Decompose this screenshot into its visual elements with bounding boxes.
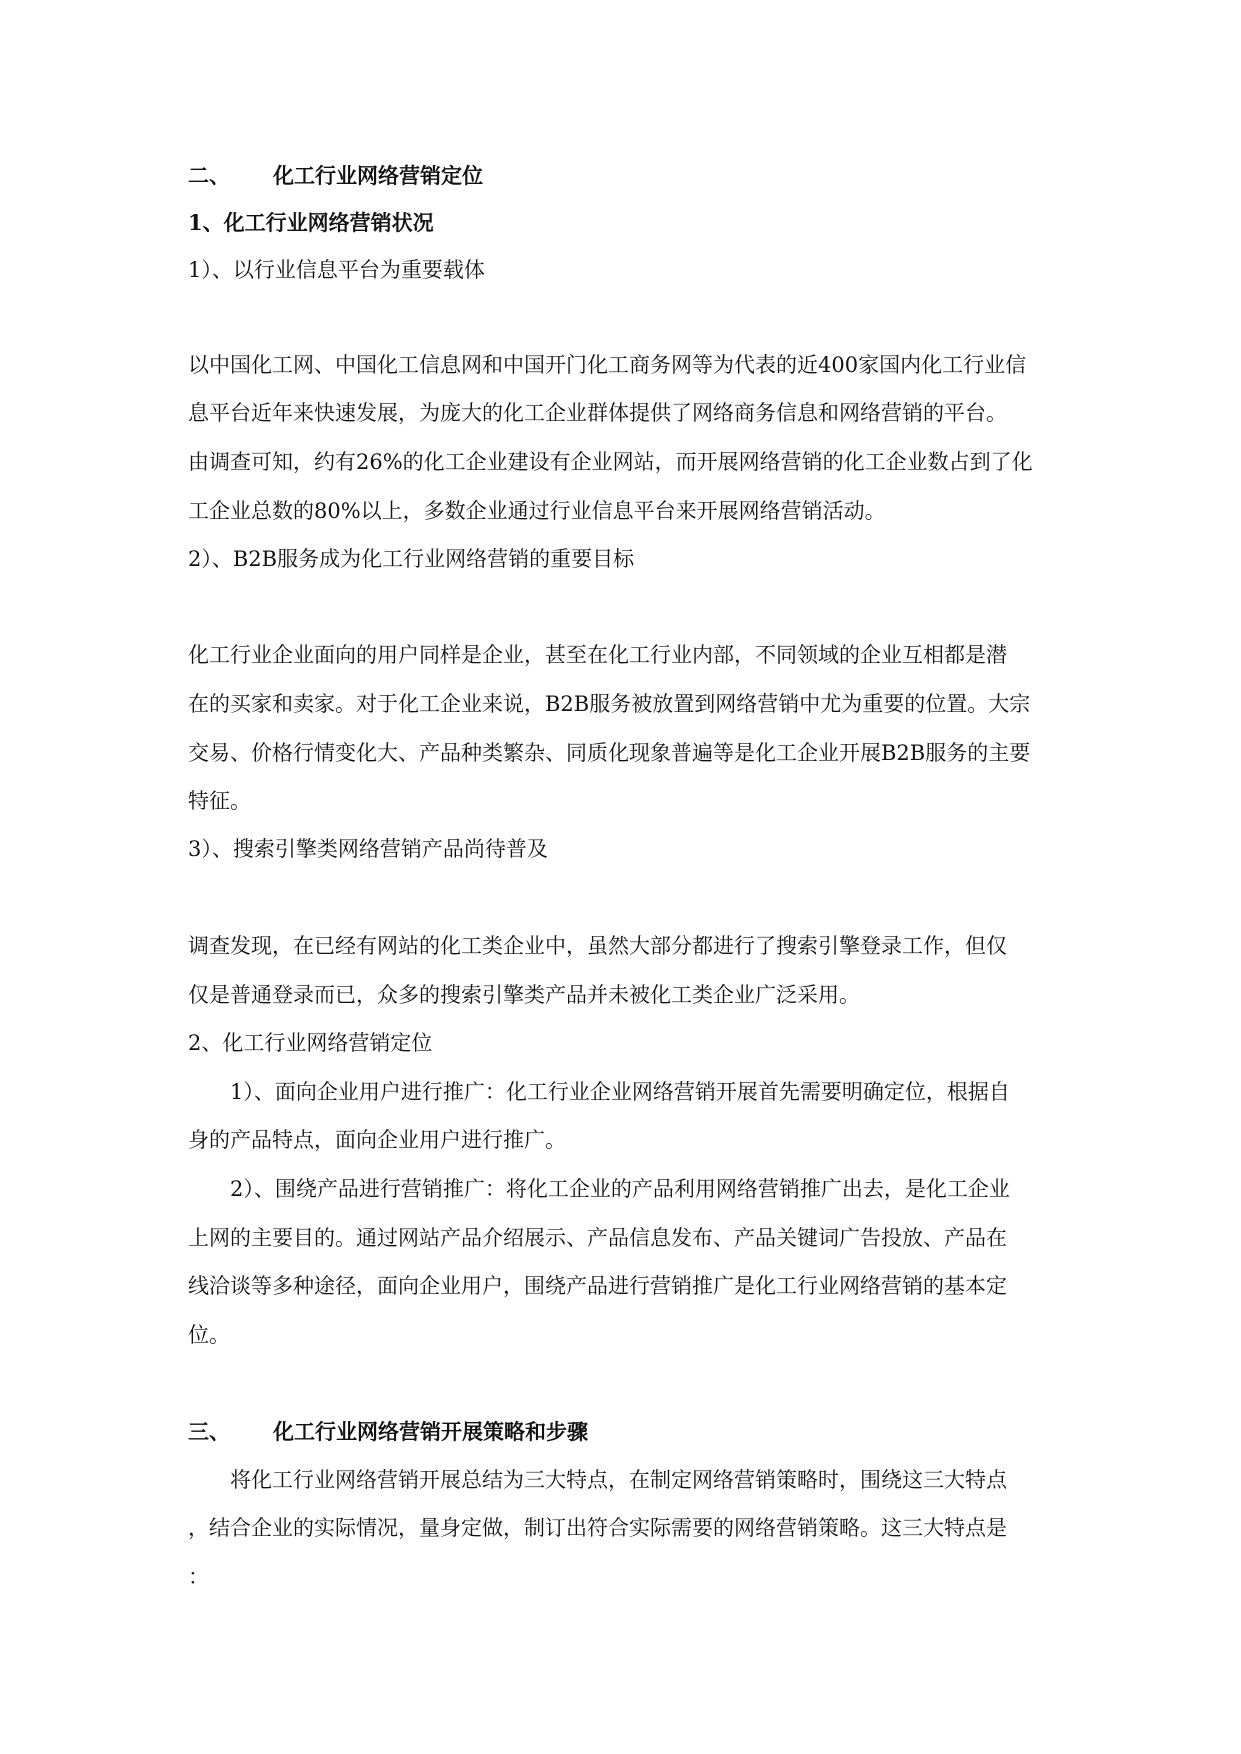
section3-line-3: ：	[188, 1565, 209, 1589]
item1-heading: 1）、以行业信息平台为重要载体	[188, 258, 485, 282]
item2-line-4: 特征。	[188, 789, 251, 813]
section3-line-2: ，结合企业的实际情况，量身定做，制订出符合实际需要的网络营销策略。这三大特点是	[188, 1516, 1007, 1540]
item1-line-3: 由调查可知，约有26%的化工企业建设有企业网站，而开展网络营销的化工企业数占到了化	[188, 450, 1033, 474]
section2-number: 二、	[188, 163, 230, 188]
sub2-heading: 2、化工行业网络营销定位	[188, 1031, 433, 1055]
item1-line-1: 以中国化工网、中国化工信息网和中国开门化工商务网等为代表的近400家国内化工行业信	[188, 353, 1027, 377]
section3-number: 三、	[188, 1419, 230, 1444]
item3-heading: 3）、搜索引擎类网络营销产品尚待普及	[188, 837, 548, 861]
pos2-line-3: 线洽谈等多种途径，面向企业用户，围绕产品进行营销推广是化工行业网络营销的基本定	[188, 1274, 1007, 1298]
item2-line-1: 化工行业企业面向的用户同样是企业，甚至在化工行业内部，不同领域的企业互相都是潜	[188, 643, 1007, 667]
item3-line-1: 调查发现，在已经有网站的化工类企业中，虽然大部分都进行了搜索引擎登录工作，但仅	[188, 934, 1007, 958]
pos1-line-2: 身的产品特点，面向企业用户进行推广。	[188, 1128, 566, 1152]
pos2-line-4: 位。	[188, 1323, 230, 1347]
section3-line-1: 将化工行业网络营销开展总结为三大特点，在制定网络营销策略时，围绕这三大特点	[230, 1468, 1007, 1492]
pos2-line-1: 2）、围绕产品进行营销推广：将化工企业的产品利用网络营销推广出去，是化工企业	[230, 1177, 1010, 1201]
pos1-line-1: 1）、面向企业用户进行推广：化工行业企业网络营销开展首先需要明确定位，根据自	[230, 1080, 1010, 1104]
item2-heading: 2）、B2B服务成为化工行业网络营销的重要目标	[188, 547, 635, 571]
item2-line-2: 在的买家和卖家。对于化工企业来说，B2B服务被放置到网络营销中尤为重要的位置。大宗	[188, 692, 1031, 716]
section2-title: 化工行业网络营销定位	[273, 163, 483, 188]
item1-line-2: 息平台近年来快速发展，为庞大的化工企业群体提供了网络商务信息和网络营销的平台。	[188, 401, 1007, 425]
sub1-heading: 1、化工行业网络营销状况	[188, 210, 434, 235]
item3-line-2: 仅是普通登录而已，众多的搜索引擎类产品并未被化工类企业广泛采用。	[188, 983, 860, 1007]
pos2-line-2: 上网的主要目的。通过网站产品介绍展示、产品信息发布、产品关键词广告投放、产品在	[188, 1226, 1007, 1250]
section3-title: 化工行业网络营销开展策略和步骤	[273, 1419, 588, 1444]
item1-line-4: 工企业总数的80%以上，多数企业通过行业信息平台来开展网络营销活动。	[188, 499, 886, 523]
item2-line-3: 交易、价格行情变化大、产品种类繁杂、同质化现象普遍等是化工企业开展B2B服务的主要	[188, 741, 1031, 765]
